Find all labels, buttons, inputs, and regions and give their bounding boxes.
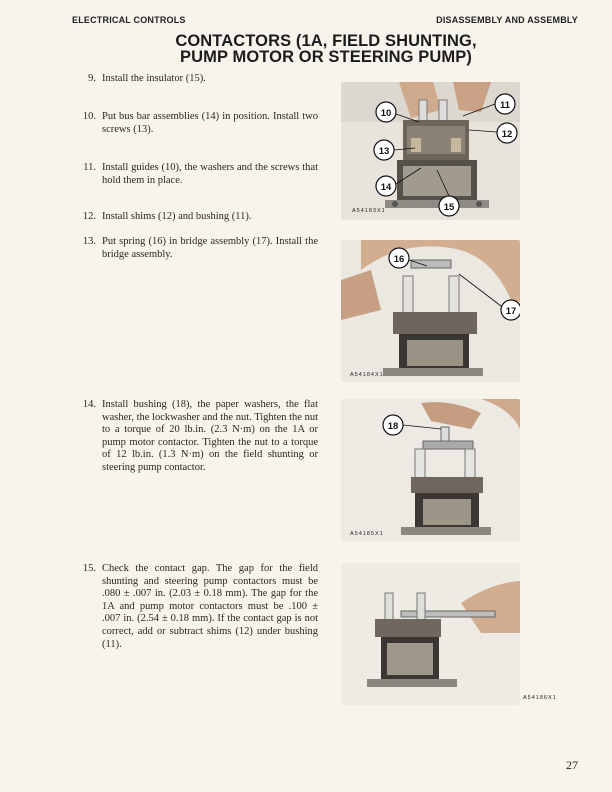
callout-16: 16	[393, 254, 405, 265]
step-text: Put bus bar assemblies (14) in position. Install two screws (13).	[102, 111, 318, 135]
step-13	[78, 236, 318, 261]
page-number: 27	[566, 758, 578, 772]
step-number: 10.	[82, 111, 96, 122]
figure-3-code: A54185X1	[350, 531, 384, 537]
page-title	[120, 33, 532, 65]
step-text: Install shims (12) and bushing (11).	[102, 211, 252, 222]
callout-18: 18	[387, 421, 399, 432]
step-number: 14.	[82, 399, 96, 410]
step-text: Put spring (16) in bridge assembly (17). Install the bridge assembly.	[102, 236, 318, 260]
callout-17: 17	[505, 306, 517, 317]
step-number: 12.	[82, 211, 96, 222]
figure-2-photo	[341, 240, 520, 382]
callout-13: 13	[378, 146, 390, 157]
callout-15: 15	[443, 202, 455, 213]
page-title-line-2: PUMP MOTOR OR STEERING PUMP)	[180, 48, 472, 66]
callout-11: 11	[499, 100, 511, 111]
figure-4-photo	[341, 563, 520, 705]
figure-3-photo	[341, 399, 520, 541]
step-15	[78, 563, 318, 651]
figure-4-code: A54186X1	[523, 695, 557, 701]
step-10	[78, 111, 318, 136]
step-number: 15.	[82, 563, 96, 574]
figure-2-code: A54184X1	[350, 372, 384, 378]
step-14	[78, 399, 318, 475]
step-text: Install guides (10), the washers and the screws that hold them in place.	[102, 162, 318, 186]
step-9	[78, 73, 318, 86]
running-header-right: DISASSEMBLY AND ASSEMBLY	[436, 15, 578, 25]
step-number: 11.	[83, 162, 96, 173]
step-text: Install the insulator (15).	[102, 73, 206, 84]
callout-14: 14	[380, 182, 392, 193]
figure-1-code: A54183X1	[352, 208, 386, 214]
callout-10: 10	[380, 108, 392, 119]
running-header-left: ELECTRICAL CONTROLS	[72, 15, 186, 25]
step-text: Install bushing (18), the paper washers, the flat washer, the lockwasher and the nut. Tighten the nut to a torque of 20 lb.in. (2.3 N·m) on the 1A or pump motor contactor. Tighten the nut to a torque of 12 lb.in. (1.3 N·m) on the field shunting or steering pump contactor.	[102, 399, 318, 473]
page-title-line-1: CONTACTORS (1A, FIELD SHUNTING,	[175, 32, 477, 50]
step-12	[78, 211, 318, 224]
step-text: Check the contact gap. The gap for the field shunting and steering pump contactors must be .080 ± .007 in. (2.03 ± 0.18 mm). The gap for the 1A and pump motor contactors must be .100 ± .007 in. (2.54 ± 0.18 mm). If the contact gap is not correct, add or subtract shims (12) under bushing (11).	[102, 563, 318, 650]
step-number: 9.	[88, 73, 96, 84]
callout-12: 12	[501, 129, 513, 140]
step-number: 13.	[82, 236, 96, 247]
step-11	[78, 162, 318, 187]
figure-1-photo	[341, 82, 520, 220]
